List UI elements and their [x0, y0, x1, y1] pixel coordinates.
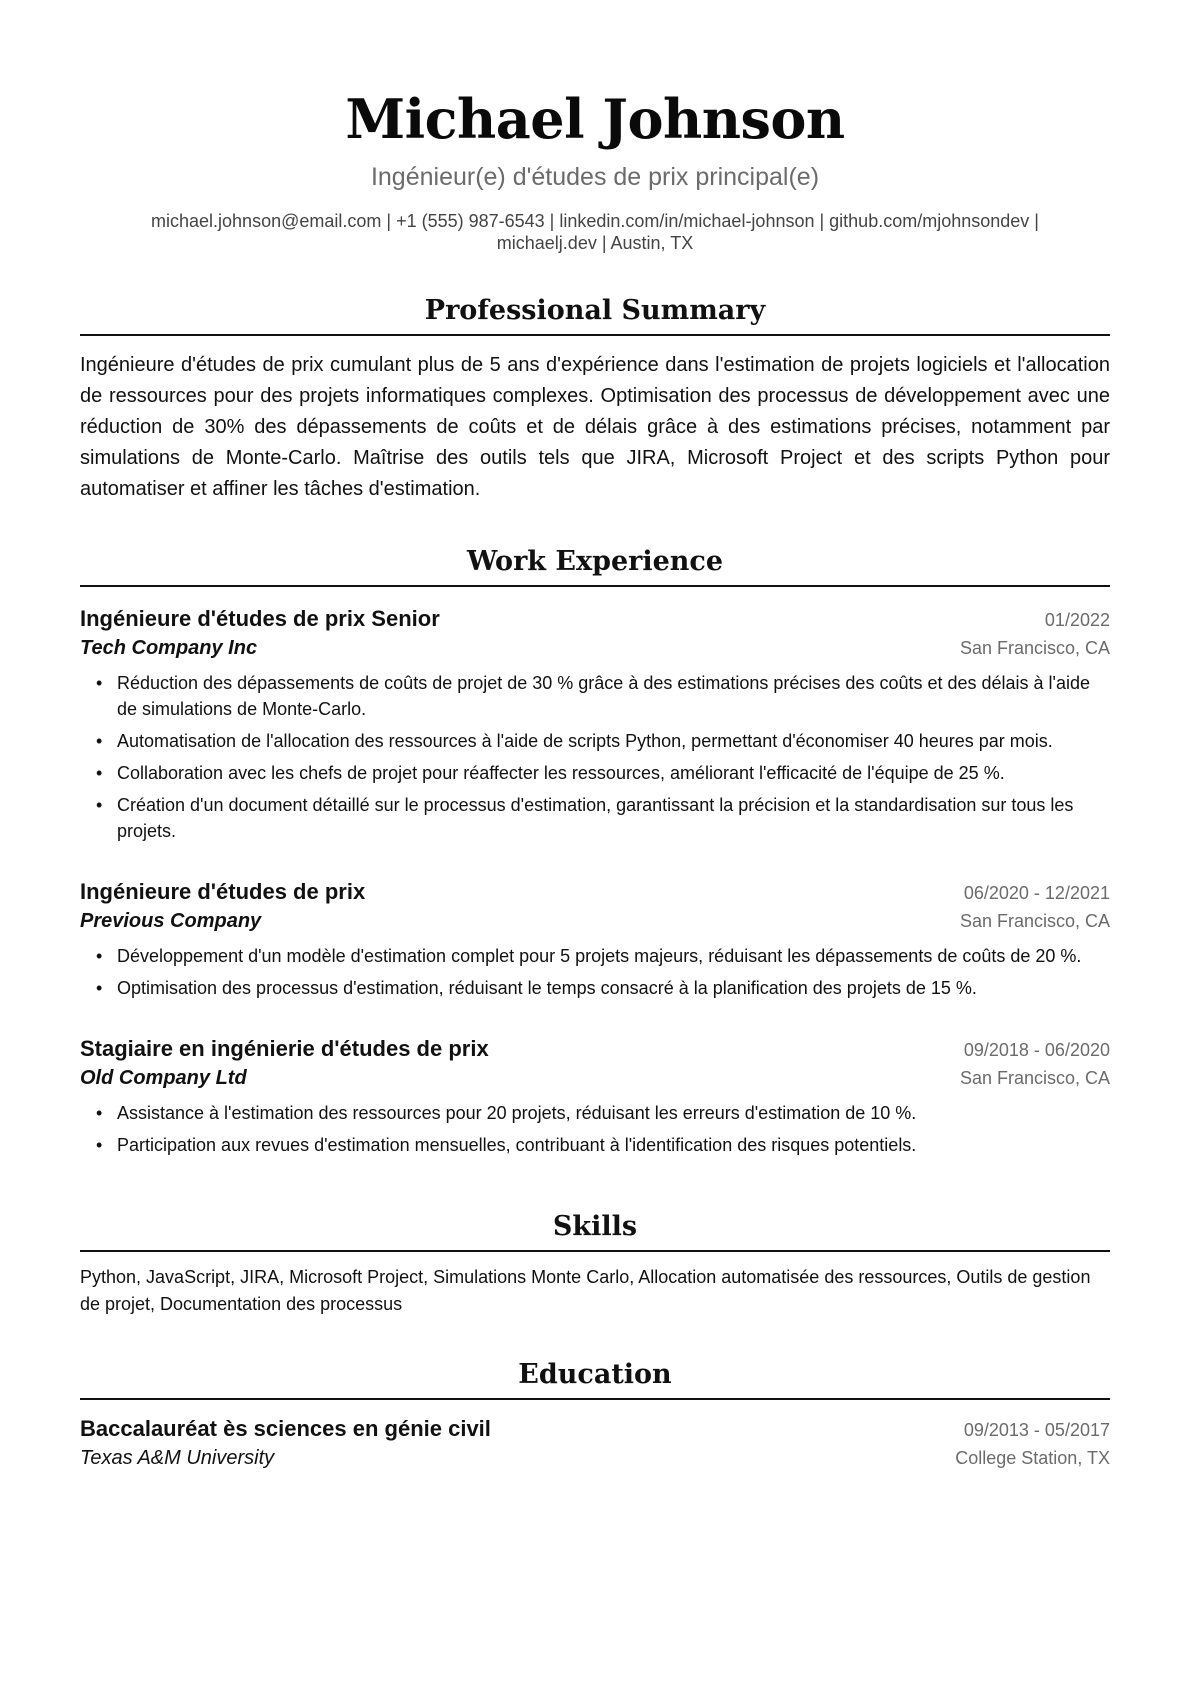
job-location: San Francisco, CA	[959, 911, 1110, 931]
skills-text: Python, JavaScript, JIRA, Microsoft Project, Simulations Monte Carlo, Allocation automatisée des ressources, Outils de gestion de projet, Documentation des processus	[80, 1267, 1091, 1314]
bullet-item	[80, 943, 1110, 969]
job-entry	[80, 878, 1110, 1001]
bullet-icon: •	[96, 1103, 103, 1123]
job-company: Tech Company Inc	[80, 637, 258, 659]
job-bullets	[80, 1100, 1110, 1158]
bullet-icon: •	[96, 731, 103, 751]
job-date: 01/2022	[1044, 610, 1110, 630]
bullet-icon: •	[96, 763, 103, 783]
contact-line-1: michael.johnson@email.com | +1 (555) 987-6543 | linkedin.com/in/michael-johnson | github.com/mjohnsondev |	[151, 211, 1039, 231]
bullet-text: Optimisation des processus d'estimation, réduisant le temps consacré à la planification des projets de 15 %.	[117, 978, 977, 998]
education-entry	[80, 1414, 1110, 1472]
job-company: Old Company Ltd	[80, 1067, 247, 1089]
job-role: Stagiaire en ingénierie d'études de prix	[80, 1036, 489, 1061]
job-entry	[80, 605, 1110, 844]
job-bullets	[80, 670, 1110, 844]
bullet-item	[80, 792, 1110, 844]
job-entry	[80, 1035, 1110, 1158]
contact-info	[80, 210, 1110, 254]
job-role: Ingénieure d'études de prix	[80, 879, 366, 904]
job-company: Previous Company	[80, 910, 262, 932]
bullet-item	[80, 975, 1110, 1001]
section-title-education: Education	[80, 1358, 1110, 1400]
candidate-name: Michael Johnson	[345, 87, 845, 151]
bullet-text: Réduction des dépassements de coûts de projet de 30 % grâce à des estimations précises des coûts et des délais à l'aide de simulations de Monte-Carlo.	[117, 673, 1091, 719]
education-section	[80, 1358, 1110, 1472]
bullet-item	[80, 728, 1110, 754]
bullet-text: Participation aux revues d'estimation mensuelles, contribuant à l'identification des risques potentiels.	[117, 1135, 917, 1155]
school-name: Texas A&M University	[80, 1447, 275, 1469]
bullet-text: Collaboration avec les chefs de projet pour réaffecter les ressources, améliorant l'efficacité de l'équipe de 25 %.	[117, 763, 1005, 783]
job-title: Ingénieur(e) d'études de prix principal(e)	[370, 163, 820, 191]
experience-section	[80, 545, 1110, 1158]
degree-name: Baccalauréat ès sciences en génie civil	[80, 1416, 491, 1441]
job-date: 06/2020 - 12/2021	[963, 883, 1110, 903]
job-bullets	[80, 943, 1110, 1001]
bullet-item	[80, 1100, 1110, 1126]
job-location: San Francisco, CA	[959, 1068, 1110, 1088]
bullet-text: Développement d'un modèle d'estimation complet pour 5 projets majeurs, réduisant les dépassements de coûts de 20 %.	[117, 946, 1082, 966]
summary-text: Ingénieure d'études de prix cumulant plus de 5 ans d'expérience dans l'estimation de projets logiciels et l'allocation de ressources pour des projets informatiques complexes. Optimisation des processus de développement avec une réduction de 30% des dépassements de coûts et de délais grâce à des estimations précises, notamment par simulations de Monte-Carlo. Maîtrise des outils tels que JIRA, Microsoft Project et des scripts Python pour automatiser et affiner les tâches d'estimation.	[80, 354, 1110, 500]
bullet-text: Automatisation de l'allocation des ressources à l'aide de scripts Python, permettant d'économiser 40 heures par mois.	[117, 731, 1053, 751]
summary-section	[80, 294, 1110, 505]
school-location: College Station, TX	[955, 1448, 1110, 1468]
section-title-skills: Skills	[80, 1210, 1110, 1252]
section-title-experience: Work Experience	[80, 545, 1110, 587]
job-location: San Francisco, CA	[959, 638, 1110, 658]
bullet-text: Assistance à l'estimation des ressources pour 20 projets, réduisant les erreurs d'estimation de 10 %.	[117, 1103, 917, 1123]
bullet-text: Création d'un document détaillé sur le processus d'estimation, garantissant la précision et la standardisation sur tous les projets.	[117, 795, 1074, 841]
resume-header	[80, 0, 1110, 254]
bullet-icon: •	[96, 946, 103, 966]
skills-section	[80, 1210, 1110, 1318]
bullet-icon: •	[96, 1135, 103, 1155]
section-title-summary: Professional Summary	[80, 294, 1110, 336]
job-role: Ingénieure d'études de prix Senior	[80, 606, 440, 631]
bullet-icon: •	[96, 795, 103, 815]
bullet-icon: •	[96, 673, 103, 693]
contact-line-2: michaelj.dev | Austin, TX	[496, 233, 694, 253]
education-date: 09/2013 - 05/2017	[963, 1420, 1110, 1440]
bullet-item	[80, 670, 1110, 722]
bullet-icon: •	[96, 978, 103, 998]
bullet-item	[80, 760, 1110, 786]
bullet-item	[80, 1132, 1110, 1158]
job-date: 09/2018 - 06/2020	[963, 1040, 1110, 1060]
